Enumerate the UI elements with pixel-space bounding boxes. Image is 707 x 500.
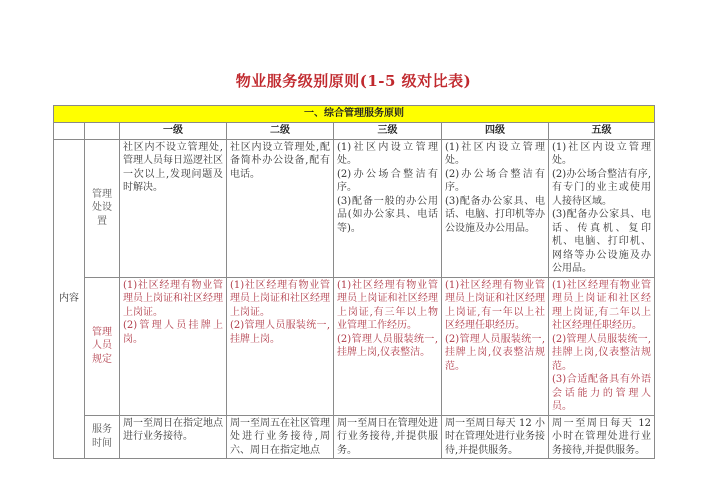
table-cell	[549, 277, 655, 415]
cell-line: (1)社区经理有物业管理员上岗证和社区经理上岗证,有二年以上社区经理任职经历。	[552, 279, 652, 331]
empty-header-cell	[85, 122, 120, 139]
cell-line: (1)社区内设立管理处。	[552, 141, 652, 166]
row-label: 管理人员规定	[85, 277, 120, 415]
cell-line: (3)配备办公家具、电话、传真机、复印机、电脑、打印机、网络等办公设施及办公用品。	[552, 209, 652, 274]
table-cell	[227, 139, 334, 277]
cell-line: 周一至周日每天 12 小时在管理处进行业务接待,并提供服务。	[445, 417, 545, 456]
level-header: 二级	[227, 122, 334, 139]
cell-line: (2)管理人员服装统一,挂牌上岗,仪表整洁。	[337, 333, 438, 358]
empty-header-cell	[54, 122, 85, 139]
table-cell	[120, 415, 227, 459]
service-level-table	[53, 105, 655, 459]
cell-line: (1)社区经理有物业管理员上岗证和社区经理上岗证。	[123, 279, 223, 318]
table-cell	[334, 277, 442, 415]
cell-line: (2)办公场合整洁有序,有专门的业主或使用人接待区域。	[552, 168, 652, 207]
table-cell	[227, 277, 334, 415]
table-cell	[334, 415, 442, 459]
table-cell	[442, 415, 549, 459]
cell-line: (1)社区经理有物业管理员上岗证和社区经理上岗证,有三年以上物业管理工作经历。	[337, 279, 438, 331]
level-header: 三级	[334, 122, 442, 139]
table-cell	[120, 277, 227, 415]
table-cell	[442, 277, 549, 415]
cell-line: 社区内不设立管理处,管理人员每日巡逻社区一次以上,发现问题及时解决。	[123, 141, 223, 193]
cell-line: (1)社区内设立管理处。	[337, 141, 438, 166]
cell-line: 周一至周日每天 12 小时在管理处进行业务接待,并提供服务。	[552, 417, 652, 456]
cell-line: (1)社区内设立管理处。	[445, 141, 545, 166]
level-header-row	[54, 122, 655, 139]
cell-line: 周一至周日在管理处进行业务接待,并提供服务。	[337, 417, 438, 456]
cell-line: (1)社区经理有物业管理员上岗证和社区经理上岗证。	[230, 279, 330, 318]
cell-line: (1)社区经理有物业管理员上岗证和社区经理上岗证,有一年以上社区经理任职经历。	[445, 279, 545, 331]
cell-line: (3)合适配备具有外语会话能力的管理人员。	[552, 374, 652, 412]
cell-line: (2)管理人员服装统一,挂牌上岗,仪表整洁规范。	[552, 333, 652, 372]
cell-line: 社区内设立管理处,配备简朴办公设备,配有电话。	[230, 141, 330, 180]
level-header: 五级	[549, 122, 655, 139]
table-cell	[227, 415, 334, 459]
cell-line: (2)办公场合整洁有序。	[337, 168, 438, 193]
category-label: 内容	[54, 139, 85, 459]
table-row	[54, 415, 655, 459]
cell-line: 周一至周五在社区管理处进行业务接待,周六、周日在指定地点	[230, 417, 330, 456]
table-cell	[334, 139, 442, 277]
table-cell	[549, 415, 655, 459]
table-cell	[549, 139, 655, 277]
cell-line: (2)管理人员服装统一,挂牌上岗,仪表整洁规范。	[445, 333, 545, 372]
level-header: 四级	[442, 122, 549, 139]
cell-line: (2)管理人员服装统一,挂牌上岗。	[230, 320, 330, 345]
table-cell	[120, 139, 227, 277]
cell-line: (3)配备办公家具、电话、电脑、打印机等办公设施及办公用品。	[445, 195, 545, 234]
level-header: 一级	[120, 122, 227, 139]
cell-line: (3)配备一般的办公用品(如办公家具、电话等)。	[337, 195, 438, 234]
table-cell	[442, 139, 549, 277]
row-label: 服务时间	[85, 415, 120, 459]
page-title: 物业服务级别原则(1-5 级对比表)	[235, 72, 472, 90]
cell-line: (2)管理人员挂牌上岗。	[123, 320, 223, 345]
section-header: 一、综合管理服务原则	[54, 106, 655, 123]
row-label: 管理处设置	[85, 139, 120, 277]
cell-line: (2)办公场合整洁有序。	[445, 168, 545, 193]
cell-line: 周一至周日在指定地点进行业务接待。	[123, 417, 223, 442]
section-header-row	[54, 106, 655, 123]
table-row	[54, 277, 655, 415]
table-row	[54, 139, 655, 277]
